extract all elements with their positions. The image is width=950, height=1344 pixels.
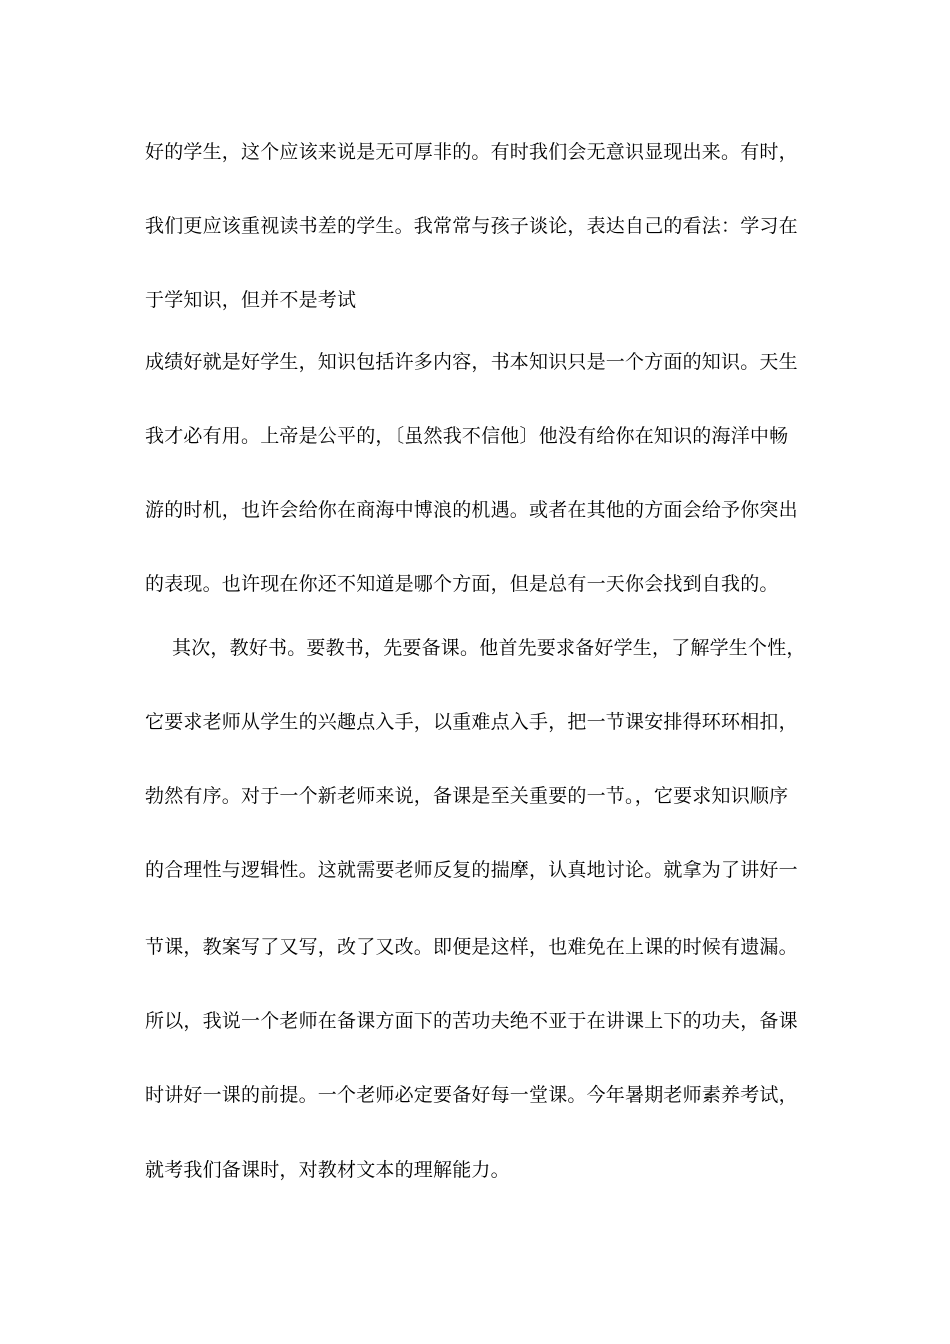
text-line: 我才必有用。上帝是公平的，〔虽然我不信他〕他没有给你在知识的海洋中畅 [145, 425, 789, 447]
text-line: 于学知识，但并不是考试 [145, 289, 357, 311]
text-line: 的表现。也许现在你还不知道是哪个方面，但是总有一天你会找到自我的。 [145, 573, 779, 595]
text-line: 时讲好一课的前提。一个老师必定要备好每一堂课。今年暑期老师素养考试， [145, 1084, 798, 1106]
text-line: 的合理性与逻辑性。这就需要老师反复的揣摩，认真地讨论。就拿为了讲好一 [145, 859, 798, 881]
text-line: 成绩好就是好学生，知识包括许多内容，书本知识只是一个方面的知识。天生 [145, 351, 798, 373]
text-line: 游的时机，也许会给你在商海中博浪的机遇。或者在其他的方面会给予你突出 [145, 499, 798, 521]
text-line: 所以，我说一个老师在备课方面下的苦功夫绝不亚于在讲课上下的功夫，备课 [145, 1010, 798, 1032]
text-line: 好的学生，这个应该来说是无可厚非的。有时我们会无意识显现出来。有时， [145, 141, 798, 163]
text-line: 节课，教案写了又写，改了又改。即便是这样，也难免在上课的时候有遗漏。 [145, 936, 798, 958]
text-line: 勃然有序。对于一个新老师来说，备课是至关重要的一节。，它要求知识顺序 [145, 785, 789, 807]
text-line: 就考我们备课时，对教材文本的理解能力。 [145, 1159, 510, 1181]
text-line: 我们更应该重视读书差的学生。我常常与孩子谈论，表达自己的看法：学习在 [145, 215, 798, 237]
text-line: 它要求老师从学生的兴趣点入手，以重难点入手，把一节课安排得环环相扣， [145, 711, 798, 733]
text-line: 其次，教好书。要教书，先要备课。他首先要求备好学生，了解学生个性， [172, 637, 806, 659]
